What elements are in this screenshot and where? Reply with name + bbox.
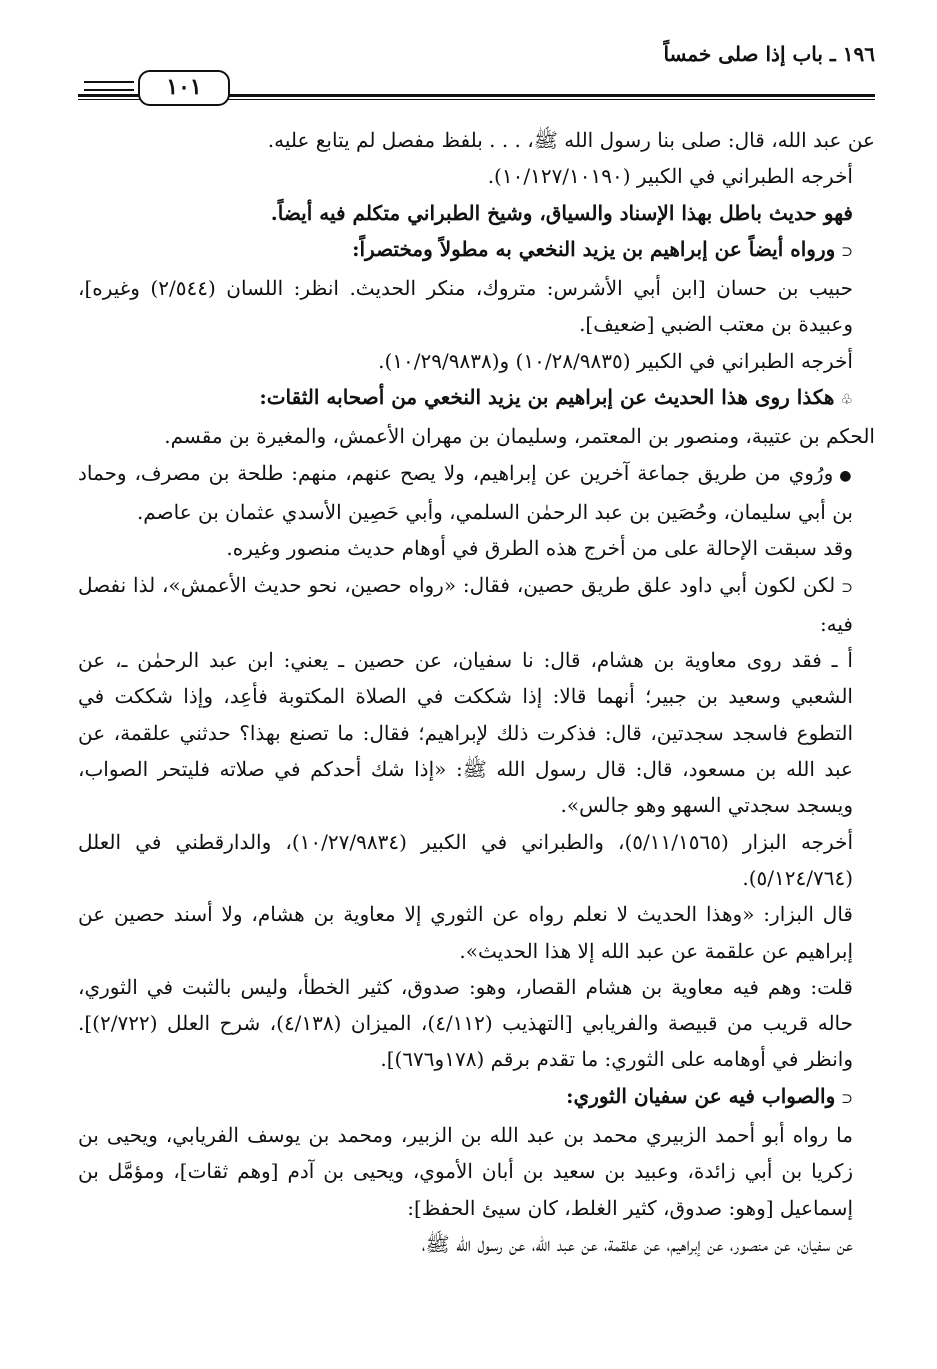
paragraph-text: قال البزار: «وهذا الحديث لا نعلم رواه عن الثوري إلا معاوية بن هشام، ولا أسند حصين عن إبراهيم عن علقمة عن عبد الله إلا هذا الحديث». — [78, 902, 853, 963]
paragraph — [78, 642, 875, 823]
paragraph-text: ما رواه أبو أحمد الزبيري محمد بن عبد الله بن الزبير، ومحمد بن يوسف الفريابي، ويحيى بن زكريا بن أبي زائدة، وعبيد بن سعيد بن أبان الأموي، ويحيى بن آدم [وهم ثقات]، ومؤمَّل بن إسماعيل [وهو: صدوق، كثير الغلط، كان سيئ الحفظ]: — [78, 1123, 853, 1220]
paragraph-marker-icon: ⊂ — [841, 579, 853, 596]
paragraph-text: أ ـ فقد روى معاوية بن هشام، قال: نا سفيان، عن حصين ـ يعني: ابن عبد الرحمٰن ـ، عن الشعبي وسعيد بن جبير؛ أنهما قالا: إذا شككت في الصلاة المكتوبة فأعِد، وإذا شككت في التطوع فاسجد سجدتين، قال: فذكرت ذلك لإبراهيم؛ فقال: ما تصنع بهذا؟ حدثني علقمة، عن عبد الله بن مسعود، قال: قال رسول الله ﷺ: «إذا شك أحدكم في صلاته فليتحر الصواب، ويسجد سجدتي السهو وهو جالس». — [78, 648, 853, 818]
paragraph-text: لكن لكون أبي داود علق طريق حصين، فقال: «رواه حصين، نحو حديث الأعمش»، لذا نفصل فيه: — [78, 572, 853, 636]
paragraph — [78, 824, 875, 897]
paragraph — [78, 896, 875, 969]
running-title: ١٩٦ ـ باب إذا صلى خمساً — [663, 42, 875, 66]
paragraph-marker-icon: ● — [839, 467, 854, 484]
paragraph-text: والصواب فيه عن سفيان الثوري: — [566, 1083, 836, 1108]
paragraph-text: أخرجه البزار (٥/١١/١٥٦٥)، والطبراني في الكبير (١٠/٢٧/٩٨٣٤)، والدارقطني في العلل (٥/١٢٤/٧٦٤). — [78, 829, 853, 890]
paragraph — [78, 455, 875, 531]
page-body — [78, 122, 875, 1262]
paragraph — [78, 158, 875, 194]
paragraph-text: ورواه أيضاً عن إبراهيم بن يزيد النخعي به مطولاً ومختصراً: — [352, 236, 836, 261]
paragraph-text: أخرجه الطبراني في الكبير (١٠/٢٨/٩٨٣٥) و(١٠/٢٩/٩٨٣٨). — [378, 348, 853, 373]
paragraph — [78, 270, 875, 343]
paragraph-text: حبيب بن حسان [ابن أبي الأشرس: متروك، منكر الحديث. انظر: اللسان (٢/٥٤٤) وغيره]، وعبيدة بن معتب الضبي [ضعيف]. — [78, 276, 853, 337]
paragraph-text: ورُوي من طريق جماعة آخرين عن إبراهيم، ولا يصح عنهم، منهم: طلحة بن مصرف، وحماد بن أبي سليمان، وحُصَين بن عبد الرحمٰن السلمي، وأبي حَصِين الأسدي عثمان بن عاصم. — [78, 460, 853, 524]
page-header — [78, 40, 875, 100]
paragraph-text: أخرجه الطبراني في الكبير (١٠/١٢٧/١٠١٩٠). — [487, 164, 853, 189]
paragraph — [78, 122, 875, 158]
paragraph-text: وقد سبقت الإحالة على من أخرج هذه الطرق في أوهام حديث منصور وغيره. — [226, 536, 853, 561]
paragraph-text: عن سفيان، عن منصور، عن إبراهيم، عن علقمة، عن عبد الله، عن رسول الله ﷺ، — [421, 1231, 853, 1256]
paragraph — [78, 1226, 875, 1262]
paragraph-marker-icon: ♧ — [840, 392, 853, 409]
paragraph — [78, 1117, 875, 1226]
paragraph-marker-icon: ⊂ — [841, 1090, 853, 1107]
paragraph — [78, 1078, 875, 1117]
paragraph — [78, 231, 875, 270]
paragraph — [78, 379, 875, 418]
paragraph — [78, 567, 875, 643]
paragraph-text: فهو حديث باطل بهذا الإسناد والسياق، وشيخ الطبراني متكلم فيه أيضاً. — [270, 200, 853, 225]
paragraph — [78, 530, 875, 566]
paragraph — [78, 195, 875, 231]
paragraph-text: هكذا روى هذا الحديث عن إبراهيم بن يزيد النخعي من أصحابه الثقات: — [259, 385, 835, 410]
paragraph-text: عن عبد الله، قال: صلى بنا رسول الله ﷺ، . . . بلفظ مفصل لم يتابع عليه. — [267, 128, 875, 152]
paragraph — [78, 969, 875, 1078]
paragraph-text: الحكم بن عتيبة، ومنصور بن المعتمر، وسليمان بن مهران الأعمش، والمغيرة بن مقسم. — [164, 424, 875, 449]
paragraph-marker-icon: ⊂ — [841, 243, 853, 260]
paragraph — [78, 418, 875, 454]
ornament-line — [84, 89, 134, 91]
paragraph — [78, 343, 875, 379]
paragraph-text: قلت: وهم فيه معاوية بن هشام القصار، وهو: صدوق، كثير الخطأ، وليس بالثبت في الثوري، حاله قريب من قبيصة والفريابي [التهذيب (٤/١١٢)، الميزان (٤/١٣٨)، شرح العلل (٢/٧٢٢)]. وانظر في أوهامه على الثوري: ما تقدم برقم (١٧٨و٦٧٦)]. — [78, 974, 853, 1072]
ornament-line — [84, 81, 134, 83]
page-number: ١٠١ — [138, 70, 230, 106]
